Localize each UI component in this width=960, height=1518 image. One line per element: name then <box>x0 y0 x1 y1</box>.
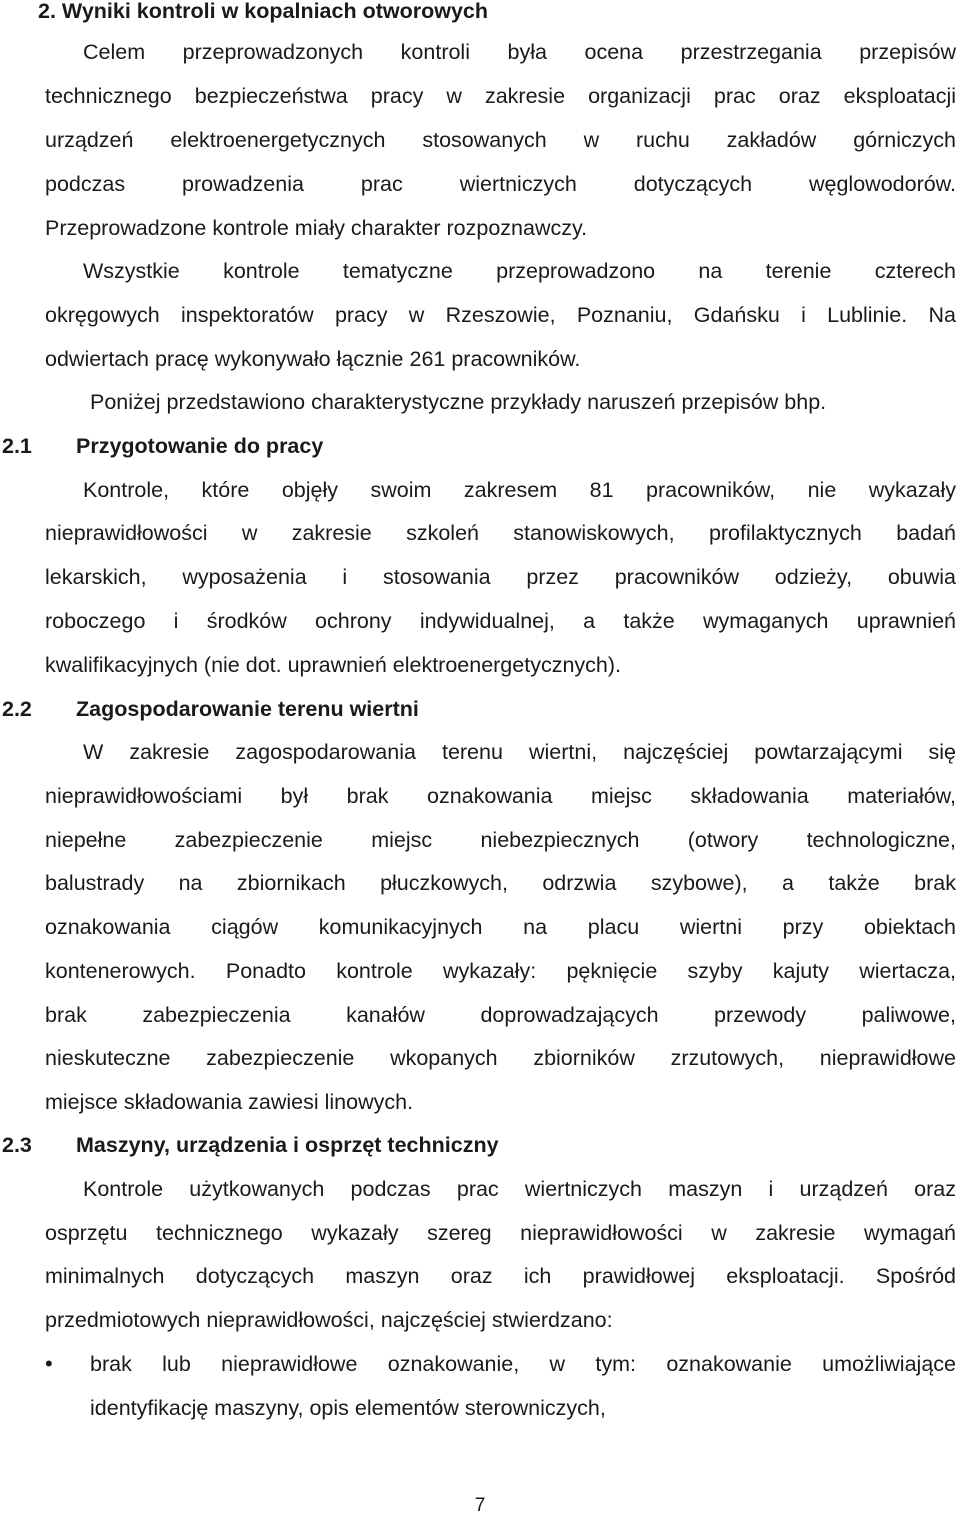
section-title: Wyniki kontroli w kopalniach otworowych <box>61 0 488 23</box>
text-line: odwiertach pracę wykonywało łącznie 261 pracowników. <box>45 347 581 371</box>
text-line: roboczego i środków ochrony indywidualnej, a także wymaganych uprawnień <box>45 609 956 633</box>
text-line: przedmiotowych nieprawidłowości, najczęściej stwierdzano: <box>45 1308 613 1332</box>
bullet-line: identyfikację maszyny, opis elementów sterowniczych, <box>90 1396 606 1420</box>
text-line: nieskuteczne zabezpieczenie wkopanych zbiorników zrzutowych, nieprawidłowe <box>45 1046 956 1070</box>
section-number: 2. <box>38 0 56 23</box>
subsection-number: 2.1 <box>2 434 32 458</box>
page-number: 7 <box>474 1495 486 1516</box>
text-line: Celem przeprowadzonych kontroli była ocena przestrzegania przepisów <box>83 40 956 64</box>
section-heading <box>38 0 938 26</box>
text-line: podczas prowadzenia prac wiertniczych dotyczących węglowodorów. <box>45 172 956 196</box>
text-line: technicznego bezpieczeństwa pracy w zakresie organizacji prac oraz eksploatacji <box>45 84 956 108</box>
subsection-number: 2.2 <box>2 697 32 721</box>
subsection-heading <box>2 431 902 461</box>
text-line: lekarskich, wyposażenia i stosowania przez pracowników odzieży, obuwia <box>45 565 956 589</box>
subsection-heading <box>2 694 902 724</box>
text-line: nieprawidłowościami był brak oznakowania miejsc składowania materiałów, <box>45 784 956 808</box>
subsection-title: Maszyny, urządzenia i osprzęt techniczny <box>76 1133 499 1157</box>
text-line: osprzętu technicznego wykazały szereg nieprawidłowości w zakresie wymagań <box>45 1221 956 1245</box>
bullet-marker: • <box>45 1351 53 1376</box>
text-line: W zakresie zagospodarowania terenu wiertni, najczęściej powtarzającymi się <box>83 740 956 764</box>
text-line: oznakowania ciągów komunikacyjnych na placu wiertni przy obiektach <box>45 915 956 939</box>
text-line: Wszystkie kontrole tematyczne przeprowadzono na terenie czterech <box>83 259 956 283</box>
subsection-title: Przygotowanie do pracy <box>76 434 324 458</box>
text-line: minimalnych dotyczących maszyn oraz ich prawidłowej eksploatacji. Spośród <box>45 1264 956 1288</box>
text-line: miejsce składowania zawiesi linowych. <box>45 1090 414 1114</box>
text-line: kontenerowych. Ponadto kontrole wykazały: pęknięcie szyby kajuty wiertacza, <box>45 959 956 983</box>
text-line: brak zabezpieczenia kanałów doprowadzających przewody paliwowe, <box>45 1003 956 1027</box>
subsection-heading <box>2 1130 902 1160</box>
text-line: urządzeń elektroenergetycznych stosowanych w ruchu zakładów górniczych <box>45 128 956 152</box>
text-line: Kontrole, które objęły swoim zakresem 81 pracowników, nie wykazały <box>83 478 956 502</box>
text-line: nieprawidłowości w zakresie szkoleń stanowiskowych, profilaktycznych badań <box>45 521 956 545</box>
text-line: Kontrole użytkowanych podczas prac wiertniczych maszyn i urządzeń oraz <box>83 1177 956 1201</box>
text-line: okręgowych inspektoratów pracy w Rzeszowie, Poznaniu, Gdańsku i Lublinie. Na <box>45 303 956 327</box>
text-line: Poniżej przedstawiono charakterystyczne przykłady naruszeń przepisów bhp. <box>90 390 827 414</box>
subsection-number: 2.3 <box>2 1133 32 1157</box>
text-line: niepełne zabezpieczenie miejsc niebezpiecznych (otwory technologiczne, <box>45 828 956 852</box>
subsection-title: Zagospodarowanie terenu wiertni <box>76 697 419 721</box>
text-line: Przeprowadzone kontrole miały charakter rozpoznawczy. <box>45 216 588 240</box>
bullet-line: brak lub nieprawidłowe oznakowanie, w tym: oznakowanie umożliwiające <box>90 1352 956 1376</box>
text-line: balustrady na zbiornikach płuczkowych, odrzwia szybowe), a także brak <box>45 871 956 895</box>
text-line: kwalifikacyjnych (nie dot. uprawnień elektroenergetycznych). <box>45 653 621 677</box>
